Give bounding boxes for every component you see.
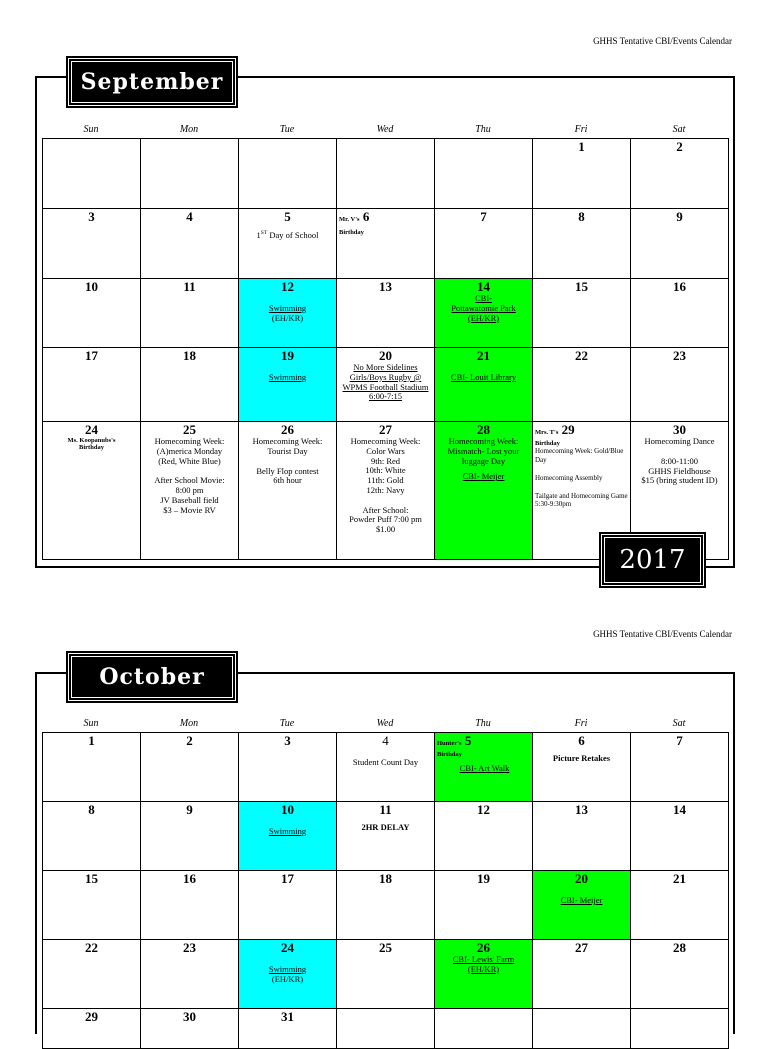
- day-cell-sep-17: [43, 348, 141, 422]
- day-cell-sep-19: [239, 348, 337, 422]
- event-line: Student Count Day: [352, 757, 419, 767]
- day-number: 8: [88, 802, 95, 817]
- day-number: 6: [578, 733, 585, 748]
- event-cbi-link[interactable]: CBI- Lewis' Farm: [452, 954, 515, 964]
- event-cbi-link[interactable]: (EH/KR): [467, 963, 500, 974]
- day-number: 28: [477, 422, 490, 437]
- day-number: 26: [477, 940, 490, 955]
- day-number: 2: [676, 139, 683, 154]
- day-cell-sep-3: [43, 209, 141, 279]
- day-cell-sep-16: [631, 279, 729, 348]
- weekday-sat: Sat: [672, 718, 686, 729]
- birthday-note: Birthday: [437, 751, 462, 758]
- birthday-note: Ms. Koopanubs's: [67, 437, 116, 444]
- weekday-tue: Tue: [279, 718, 295, 729]
- event-line: Homecoming Assembly: [535, 473, 603, 482]
- day-number: 1: [88, 733, 95, 748]
- event-cbi-link[interactable]: CBI-: [475, 293, 492, 303]
- day-cell-oct-16: [141, 871, 239, 940]
- day-number: 7: [676, 733, 683, 748]
- day-cell-empty: [435, 1009, 533, 1049]
- day-cell-empty: [141, 139, 239, 209]
- day-number: 27: [379, 422, 392, 437]
- event-line: 9th: Red: [370, 455, 401, 466]
- event-swimming-link[interactable]: Swimming: [268, 303, 307, 313]
- event-line: Homecoming Week:: [350, 436, 421, 446]
- event-line: Color Wars: [366, 445, 405, 456]
- event-line: 10th: White: [365, 465, 406, 476]
- day-cell-sep-4: [141, 209, 239, 279]
- day-cell-oct-14: [631, 802, 729, 871]
- event-first-day: 1ST Day of School: [256, 229, 319, 240]
- day-cell-oct-19: [435, 871, 533, 940]
- day-cell-oct-21: [631, 871, 729, 940]
- day-cell-oct-20: [533, 871, 631, 940]
- day-number-with-note: Mrs. T's 29: [535, 422, 575, 437]
- day-cell-oct-28: [631, 940, 729, 1009]
- day-number: 21: [477, 348, 490, 363]
- event-line: Belly Flop contest: [256, 465, 319, 476]
- weekday-fri: Fri: [574, 124, 588, 135]
- day-cell-sep-23: [631, 348, 729, 422]
- day-number: 13: [379, 279, 392, 294]
- day-cell-sep-20: [337, 348, 435, 422]
- day-cell-oct-26: [435, 940, 533, 1009]
- day-number: 28: [673, 940, 686, 955]
- event-cbi-link[interactable]: Pottawatomie Park: [451, 302, 516, 313]
- day-number: 24: [85, 422, 98, 437]
- day-number: 4: [382, 733, 389, 748]
- day-number: 19: [477, 871, 490, 886]
- day-cell-sep-27: [337, 422, 435, 560]
- day-number: 16: [183, 871, 196, 886]
- calendar-grid-october: [42, 732, 729, 1049]
- day-number-with-note: Hunter's 5: [437, 733, 472, 748]
- day-number: 23: [183, 940, 196, 955]
- day-number: 8: [578, 209, 585, 224]
- day-cell-sep-9: [631, 209, 729, 279]
- weekday-mon: Mon: [179, 718, 199, 729]
- event-cbi-link[interactable]: CBI- Louit Library: [450, 372, 517, 382]
- day-number: 19: [281, 348, 294, 363]
- day-number: 26: [281, 422, 294, 437]
- day-cell-oct-30: [141, 1009, 239, 1049]
- day-number: 30: [183, 1009, 196, 1024]
- day-number: 17: [85, 348, 98, 363]
- event-line: 11th: Gold: [367, 475, 404, 486]
- day-cell-empty: [533, 1009, 631, 1049]
- day-cell-sep-5: [239, 209, 337, 279]
- day-number: 18: [183, 348, 196, 363]
- day-cell-sep-2: [631, 139, 729, 209]
- day-number: 10: [85, 279, 98, 294]
- event-line: Picture Retakes: [552, 753, 611, 763]
- birthday-note: Birthday: [79, 444, 104, 452]
- day-number: 20: [575, 871, 588, 886]
- event-cbi-link[interactable]: CBI- Meijer: [462, 471, 505, 482]
- calendar-grid-september: [42, 138, 729, 560]
- event-cbi-link[interactable]: CBI- Meijer: [560, 895, 603, 905]
- day-number: 14: [477, 279, 490, 294]
- event-line: Homecoming Week:: [448, 436, 519, 446]
- day-cell-oct-15: [43, 871, 141, 940]
- day-number: 3: [88, 209, 95, 224]
- event-line: JV Baseball field: [160, 494, 219, 505]
- day-number: 16: [673, 279, 686, 294]
- event-note: (EH/KR): [271, 312, 304, 323]
- day-number: 27: [575, 940, 588, 955]
- event-line: GHHS Fieldhouse: [648, 465, 711, 476]
- event-line: 8:00 pm: [175, 485, 204, 496]
- day-cell-oct-25: [337, 940, 435, 1009]
- month-title-october: October: [68, 653, 236, 701]
- day-cell-sep-8: [533, 209, 631, 279]
- day-number: 7: [480, 209, 487, 224]
- day-cell-oct-24: [239, 940, 337, 1009]
- day-number: 22: [575, 348, 588, 363]
- event-line: Powder Puff 7:00 pm: [349, 514, 422, 525]
- day-cell-oct-31: [239, 1009, 337, 1049]
- day-cell-oct-13: [533, 802, 631, 871]
- day-cell-oct-18: [337, 871, 435, 940]
- day-cell-oct-1: [43, 733, 141, 802]
- event-line: Homecoming Week:: [252, 436, 323, 446]
- event-line: Homecoming Week:: [154, 436, 225, 446]
- event-cbi-link[interactable]: (EH/KR): [467, 312, 500, 323]
- day-number: 9: [676, 209, 683, 224]
- day-cell-oct-22: [43, 940, 141, 1009]
- day-cell-sep-15: [533, 279, 631, 348]
- day-cell-sep-13: [337, 279, 435, 348]
- event-line: 8:00-11:00: [661, 455, 698, 466]
- event-line: (A)merica Monday: [156, 445, 223, 456]
- day-cell-oct-23: [141, 940, 239, 1009]
- day-number: 15: [575, 279, 588, 294]
- birthday-note: Birthday: [535, 440, 560, 447]
- day-cell-empty: [631, 1009, 729, 1049]
- weekday-mon: Mon: [179, 124, 199, 135]
- weekday-sat: Sat: [672, 124, 686, 135]
- event-line: (Red, White Blue): [158, 455, 221, 466]
- day-number: 13: [575, 802, 588, 817]
- day-number: 5: [284, 209, 291, 224]
- weekday-wed: Wed: [376, 718, 394, 729]
- day-number: 30: [673, 422, 686, 437]
- day-number: 22: [85, 940, 98, 955]
- event-line: Tailgate and Homecoming Game 5:30-9:30pm: [535, 491, 628, 508]
- weekday-wed: Wed: [376, 124, 394, 135]
- day-cell-sep-6: [337, 209, 435, 279]
- day-cell-oct-11: [337, 802, 435, 871]
- day-number: 4: [186, 209, 193, 224]
- day-cell-oct-2: [141, 733, 239, 802]
- calendar-header-text: GHHS Tentative CBI/Events Calendar: [593, 629, 732, 639]
- event-line: Homecoming Dance: [644, 436, 715, 446]
- day-cell-sep-11: [141, 279, 239, 348]
- day-number: 25: [379, 940, 392, 955]
- calendar-header-text: GHHS Tentative CBI/Events Calendar: [593, 36, 732, 46]
- day-number: 11: [183, 279, 196, 294]
- day-number: 2: [186, 733, 193, 748]
- day-number: 18: [379, 871, 392, 886]
- day-cell-sep-7: [435, 209, 533, 279]
- day-number: 14: [673, 802, 686, 817]
- weekday-thu: Thu: [475, 124, 491, 135]
- day-number: 17: [281, 871, 294, 886]
- event-swimming-link[interactable]: Swimming: [268, 826, 307, 836]
- birthday-note: Birthday: [339, 229, 364, 236]
- day-cell-empty: [435, 139, 533, 209]
- day-cell-sep-22: [533, 348, 631, 422]
- day-cell-oct-4: [337, 733, 435, 802]
- day-cell-oct-9: [141, 802, 239, 871]
- day-number: 20: [379, 348, 392, 363]
- day-cell-oct-8: [43, 802, 141, 871]
- day-cell-oct-7: [631, 733, 729, 802]
- event-note: (EH/KR): [271, 973, 304, 984]
- day-number: 15: [85, 871, 98, 886]
- weekday-tue: Tue: [279, 124, 295, 135]
- event-line: Homecoming Week: Gold/Blue Day: [535, 447, 624, 464]
- day-number: 31: [281, 1009, 294, 1024]
- day-number: 29: [85, 1009, 98, 1024]
- event-swimming-link[interactable]: Swimming: [268, 964, 307, 974]
- day-cell-sep-18: [141, 348, 239, 422]
- day-number: 12: [281, 279, 294, 294]
- month-title-september: September: [68, 58, 236, 106]
- day-number: 24: [281, 940, 294, 955]
- weekday-sun: Sun: [83, 124, 99, 135]
- event-line: After School:: [362, 504, 409, 515]
- event-line: After School Movie:: [154, 475, 225, 486]
- day-number: 25: [183, 422, 196, 437]
- weekday-fri: Fri: [574, 718, 588, 729]
- year-label: 2017: [601, 534, 704, 586]
- day-cell-oct-10: [239, 802, 337, 871]
- day-cell-empty: [337, 139, 435, 209]
- day-cell-sep-21: [435, 348, 533, 422]
- day-cell-empty: [239, 139, 337, 209]
- day-number: 10: [281, 802, 294, 817]
- day-number: 23: [673, 348, 686, 363]
- day-number: 3: [284, 733, 291, 748]
- day-cell-oct-5: [435, 733, 533, 802]
- day-cell-oct-6: [533, 733, 631, 802]
- event-line: $3 – Movie RV: [163, 504, 216, 515]
- event-cbi-link[interactable]: CBI- Art Walk: [459, 763, 510, 774]
- day-cell-oct-17: [239, 871, 337, 940]
- day-number: 9: [186, 802, 193, 817]
- day-cell-sep-24: [43, 422, 141, 560]
- day-cell-sep-28: [435, 422, 533, 560]
- day-cell-sep-12: [239, 279, 337, 348]
- event-line: 6th hour: [273, 475, 302, 486]
- day-cell-sep-1: [533, 139, 631, 209]
- day-cell-oct-27: [533, 940, 631, 1009]
- day-number: 11: [379, 802, 392, 817]
- weekday-thu: Thu: [475, 718, 491, 729]
- day-cell-oct-12: [435, 802, 533, 871]
- event-line: $1.00: [375, 524, 396, 535]
- event-line: $15 (bring student ID): [641, 475, 718, 486]
- day-cell-sep-10: [43, 279, 141, 348]
- event-swimming-link[interactable]: Swimming: [268, 372, 307, 382]
- day-cell-sep-14: [435, 279, 533, 348]
- day-cell-oct-3: [239, 733, 337, 802]
- event-rugby-link[interactable]: No More Sidelines Girls/Boys Rugby @ WPMS Football Stadium 6:00-7:15: [342, 362, 429, 402]
- weekday-sun: Sun: [83, 718, 99, 729]
- day-cell-sep-25: [141, 422, 239, 560]
- day-cell-empty: [43, 139, 141, 209]
- day-cell-sep-26: [239, 422, 337, 560]
- event-line: Mismatch- Lost your luggage Day: [447, 445, 520, 466]
- event-line: 2HR DELAY: [361, 822, 410, 832]
- day-number: 21: [673, 871, 686, 886]
- day-number: 12: [477, 802, 490, 817]
- event-line: Tourist Day: [267, 445, 308, 456]
- day-number: 1: [578, 139, 585, 154]
- day-number-with-note: Mr. V's 6: [339, 209, 370, 224]
- event-line: 12th: Navy: [366, 484, 405, 495]
- day-cell-empty: [337, 1009, 435, 1049]
- day-cell-oct-29: [43, 1009, 141, 1049]
